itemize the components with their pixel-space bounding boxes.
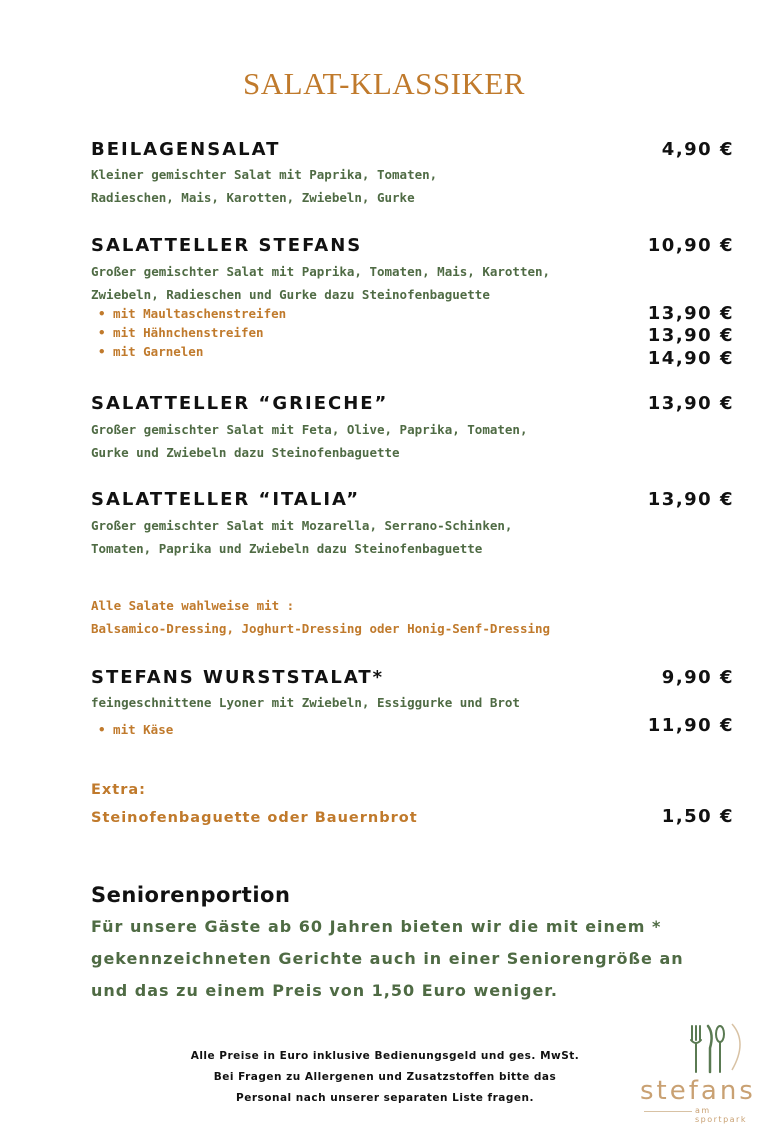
senior-heading: Seniorenportion <box>91 883 291 907</box>
dish-description: Radieschen, Mais, Karotten, Zwiebeln, Gurke <box>91 190 415 205</box>
option-label: • mit Maultaschenstreifen <box>98 306 287 321</box>
footer-line: Personal nach unserer separaten Liste fragen. <box>236 1092 534 1104</box>
extra-price: 1,50 € <box>661 806 734 827</box>
option-label: • mit Garnelen <box>98 344 204 359</box>
dish-price: 13,90 € <box>647 393 734 414</box>
dish-name: BEILAGENSALAT <box>91 139 281 160</box>
stefans-logo <box>640 1020 768 1123</box>
extra-heading: Extra: <box>91 782 146 798</box>
dish-name: STEFANS WURSTSTALAT* <box>91 667 385 688</box>
logo-name: stefans <box>640 1076 756 1106</box>
option-label: • mit Käse <box>98 722 174 737</box>
dish-description: Großer gemischter Salat mit Mozarella, Serrano-Schinken, <box>91 518 513 533</box>
option-label: • mit Hähnchenstreifen <box>98 325 264 340</box>
dish-price: 13,90 € <box>647 489 734 510</box>
dish-price: 4,90 € <box>661 139 734 160</box>
option-price: 11,90 € <box>647 715 734 736</box>
footer-note <box>140 1046 630 1109</box>
dish-price: 9,90 € <box>661 667 734 688</box>
senior-text: Für unsere Gäste ab 60 Jahren bieten wir die mit einem * <box>91 917 662 936</box>
dish-description: Tomaten, Paprika und Zwiebeln dazu Steinofenbaguette <box>91 541 483 556</box>
dish-price: 10,90 € <box>647 235 734 256</box>
dressing-note: Alle Salate wahlweise mit : <box>91 598 295 613</box>
senior-text: gekennzeichneten Gerichte auch in einer Seniorengröße an <box>91 949 684 968</box>
option-price: 13,90 € <box>647 325 734 346</box>
dish-description: Großer gemischter Salat mit Feta, Olive, Paprika, Tomaten, <box>91 422 528 437</box>
option-price: 13,90 € <box>647 303 734 324</box>
page-title: SALAT-KLASSIKER <box>243 66 525 101</box>
logo-subtitle: am sportpark <box>692 1106 768 1124</box>
senior-text: und das zu einem Preis von 1,50 Euro weniger. <box>91 981 558 1000</box>
dish-name: SALATTELLER “GRIECHE” <box>91 393 389 414</box>
dish-description: Zwiebeln, Radieschen und Gurke dazu Steinofenbaguette <box>91 287 490 302</box>
extra-item: Steinofenbaguette oder Bauernbrot <box>91 810 418 826</box>
option-price: 14,90 € <box>647 348 734 369</box>
dressing-note: Balsamico-Dressing, Joghurt-Dressing oder Honig-Senf-Dressing <box>91 621 551 636</box>
footer-line: Bei Fragen zu Allergenen und Zusatzstoffen bitte das <box>213 1071 557 1083</box>
dish-description: Gurke und Zwiebeln dazu Steinofenbaguette <box>91 445 400 460</box>
dish-description: Kleiner gemischter Salat mit Paprika, Tomaten, <box>91 167 438 182</box>
footer-line: Alle Preise in Euro inklusive Bedienungsgeld und ges. MwSt. <box>190 1050 580 1062</box>
dish-description: Großer gemischter Salat mit Paprika, Tomaten, Mais, Karotten, <box>91 264 551 279</box>
dish-name: SALATTELLER STEFANS <box>91 235 363 256</box>
dish-name: SALATTELLER “ITALIA” <box>91 489 361 510</box>
cutlery-icon <box>640 1020 768 1080</box>
dish-description: feingeschnittene Lyoner mit Zwiebeln, Essiggurke und Brot <box>91 695 520 710</box>
